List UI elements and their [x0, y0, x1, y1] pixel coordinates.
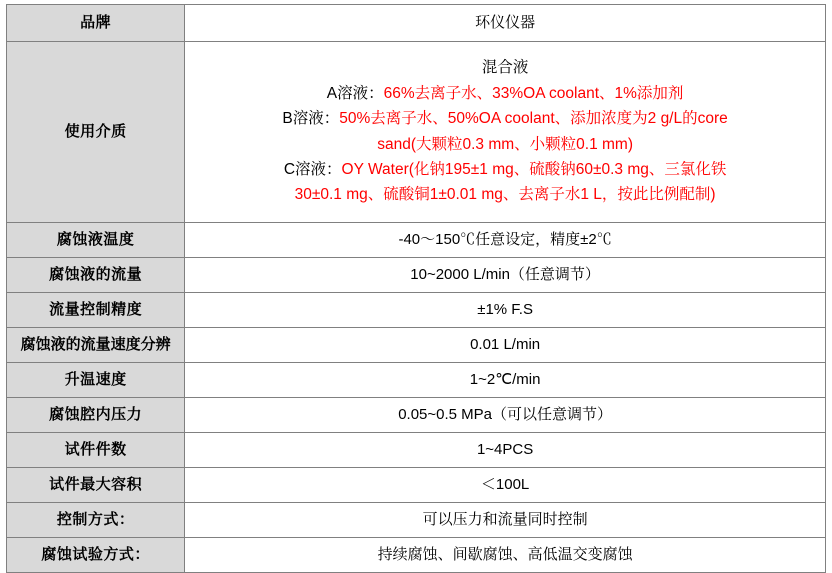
media-line-a-prefix: A溶液： — [326, 85, 384, 103]
row-label-control-mode: 控制方式： — [7, 503, 185, 538]
row-label-heating-rate: 升温速度 — [7, 363, 185, 398]
row-value-liquid-temperature: -40～150℃任意设定，精度±2℃ — [185, 223, 826, 258]
media-line-c-cont-text: 30±0.1 mg、硫酸铜1±0.01 mg、去离子水1 L，按此比例配制) — [294, 185, 716, 203]
table-body — [7, 5, 826, 573]
row-value-flow-resolution: 0.01 L/min — [185, 328, 826, 363]
row-value-specimen-count: 1~4PCS — [185, 433, 826, 468]
media-line-b-cont-text: sand(大颗粒0.3 mm、小颗粒0.1 mm) — [377, 135, 633, 153]
row-label-flow-accuracy: 流量控制精度 — [7, 293, 185, 328]
table-row — [7, 433, 826, 468]
row-value-specimen-volume: ＜100L — [185, 468, 826, 503]
media-line-b-cont — [195, 132, 815, 157]
table-row — [7, 398, 826, 433]
row-value-test-mode: 持续腐蚀、间歇腐蚀、高低温交变腐蚀 — [185, 538, 826, 573]
table-row — [7, 293, 826, 328]
media-line-b-prefix: B溶液： — [282, 110, 340, 128]
media-line-a-text: 66%去离子水、33%OA coolant、1%添加剂 — [383, 85, 684, 103]
row-label-flow-resolution: 腐蚀液的流量速度分辨 — [7, 328, 185, 363]
table-row — [7, 503, 826, 538]
media-line-c-text: OY Water(化钠195±1 mg、硫酸钠60±0.3 mg、三氯化铁 — [341, 160, 727, 178]
row-value-chamber-pressure: 0.05~0.5 MPa（可以任意调节） — [185, 398, 826, 433]
row-label-brand: 品牌 — [7, 5, 185, 42]
media-line-c — [195, 157, 815, 182]
table-row — [7, 468, 826, 503]
row-label-media: 使用介质 — [7, 42, 185, 223]
row-label-specimen-volume: 试件最大容积 — [7, 468, 185, 503]
media-line-b — [195, 106, 815, 131]
row-label-liquid-flow: 腐蚀液的流量 — [7, 258, 185, 293]
table-row — [7, 42, 826, 223]
media-line-b-text: 50%去离子水、50%OA coolant、添加浓度为2 g/L的core — [339, 110, 728, 128]
media-title: 混合液 — [481, 59, 529, 77]
row-value-brand: 环仪仪器 — [185, 5, 826, 42]
row-value-liquid-flow: 10~2000 L/min（任意调节） — [185, 258, 826, 293]
table-row — [7, 258, 826, 293]
specification-table — [6, 4, 826, 573]
row-label-test-mode: 腐蚀试验方式： — [7, 538, 185, 573]
table-row — [7, 5, 826, 42]
table-row — [7, 328, 826, 363]
row-value-control-mode: 可以压力和流量同时控制 — [185, 503, 826, 538]
media-line-a — [195, 81, 815, 106]
media-line-c-cont — [195, 182, 815, 207]
table-row — [7, 538, 826, 573]
media-line-c-prefix: C溶液： — [283, 160, 342, 178]
row-value-flow-accuracy: ±1% F.S — [185, 293, 826, 328]
row-label-liquid-temperature: 腐蚀液温度 — [7, 223, 185, 258]
row-value-heating-rate: 1~2℃/min — [185, 363, 826, 398]
row-value-media — [185, 42, 826, 223]
row-label-chamber-pressure: 腐蚀腔内压力 — [7, 398, 185, 433]
row-label-specimen-count: 试件件数 — [7, 433, 185, 468]
table-row — [7, 223, 826, 258]
table-row — [7, 363, 826, 398]
